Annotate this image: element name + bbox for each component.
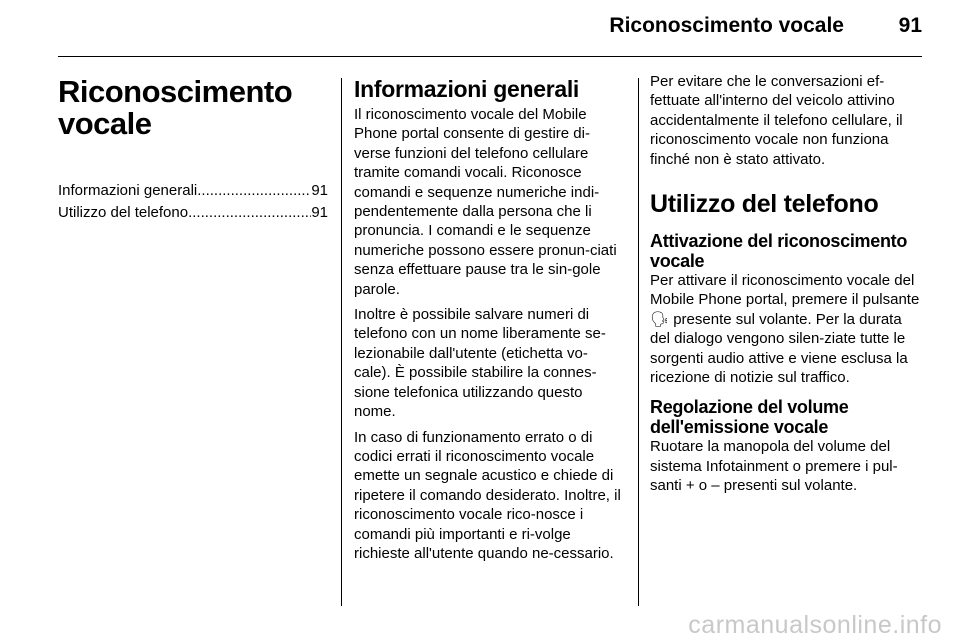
- toc-column: [58, 72, 328, 224]
- body-paragraph: Ruotare la manopola del volume del sistema Infotainment o premere i pul-santi + o – presenti sul volante.: [650, 438, 898, 495]
- body-paragraph: Per attivare il riconoscimento vocale del Mobile Phone portal, premere il pulsante 🗣 presente sul volante. Per la durata del dialogo vengono silen-ziate tutte le sorgenti audio attive e viene esclusa la ricezione di notizie sul traffico.: [650, 272, 920, 387]
- subsection-heading: Attivazione del riconoscimento vocale: [650, 231, 908, 272]
- toc-entry-page: 91: [311, 182, 328, 199]
- toc-leader-dots: [197, 180, 311, 202]
- phone-use-column: [650, 72, 922, 502]
- body-paragraph: Inoltre è possibile salvare numeri di telefono con un nome liberamente se-lezionabile dall'utente (etichetta vo-cale). È possibile stabilire la connes-sione telefonica utilizzando questo nome.: [354, 306, 606, 421]
- section-heading: Utilizzo del telefono: [650, 190, 879, 219]
- toc-entry[interactable]: [58, 180, 328, 202]
- header-rule: [58, 56, 922, 57]
- column-divider-2: [638, 78, 639, 606]
- page-number: 91: [898, 14, 922, 37]
- header-title: Riconoscimento vocale: [609, 14, 844, 37]
- body-paragraph: Per evitare che le conversazioni ef-fettuate all'interno del veicolo attivino accidentalmente il telefono cellulare, il riconoscimento vocale non funziona finché non è stato attivato.: [650, 73, 903, 168]
- body-paragraph: Il riconoscimento vocale del Mobile Phone portal consente di gestire di-verse funzioni del telefono cellulare tramite comandi vocali. Riconosce comandi e sequenze numeriche indi-pendentemente dalla persona che li pronuncia. I comandi e le sequenze numeriche possono essere pronun-ciati senza effettuare pause tra le sin-gole parole.: [354, 106, 617, 298]
- chapter-title: Riconoscimento vocale: [58, 74, 293, 141]
- column-divider-1: [341, 78, 342, 606]
- subsection-heading: Regolazione del volume dell'emissione vocale: [650, 397, 849, 438]
- toc-entry-page: 91: [311, 204, 328, 221]
- general-info-column: [354, 72, 624, 569]
- toc-entry-label: Informazioni generali: [58, 182, 198, 199]
- watermark: carmanualsonline.info: [688, 611, 942, 639]
- toc-leader-dots: [188, 202, 311, 224]
- section-heading: Informazioni generali: [354, 76, 580, 102]
- body-paragraph: In caso di funzionamento errato o di codici errati il riconoscimento vocale emette un segnale acustico e chiede di ripetere il comando desiderato. Inoltre, il riconoscimento vocale rico-nosce i comandi più importanti e ri-volge richieste all'utente quando ne-cessario.: [354, 428, 621, 562]
- toc-entry-label: Utilizzo del telefono: [58, 204, 189, 221]
- toc-entry[interactable]: [58, 202, 328, 224]
